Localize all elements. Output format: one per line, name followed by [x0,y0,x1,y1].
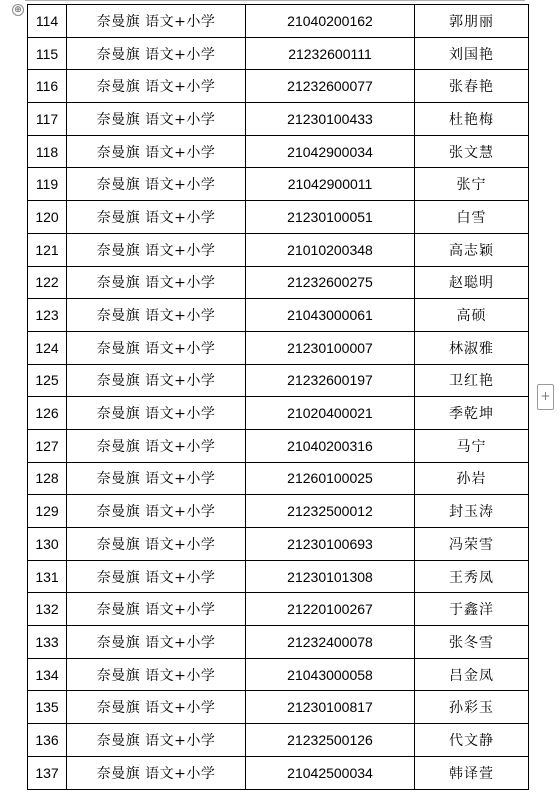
table-row [28,560,529,593]
row-number-cell: 121 [28,233,67,266]
table-row [28,724,529,757]
table-row [28,429,529,462]
row-number-cell: 118 [28,135,67,168]
unit-subject-cell: 奈曼旗 语文+小学 [67,528,246,561]
candidate-name-cell: 马宁 [415,429,529,462]
candidate-id-cell: 21232600275 [246,266,415,299]
row-number-cell: 132 [28,593,67,626]
candidate-id-cell: 21232500126 [246,724,415,757]
unit-subject-cell: 奈曼旗 语文+小学 [67,756,246,789]
candidate-name-cell: 季乾坤 [415,397,529,430]
row-number-cell: 116 [28,70,67,103]
candidate-name-cell: 张春艳 [415,70,529,103]
unit-subject-cell: 奈曼旗 语文+小学 [67,299,246,332]
table-row [28,135,529,168]
candidate-name-cell: 赵聪明 [415,266,529,299]
candidate-name-cell: 代文静 [415,724,529,757]
candidate-name-cell: 冯荣雪 [415,528,529,561]
table-row [28,168,529,201]
row-number-cell: 135 [28,691,67,724]
candidate-id-cell: 21020400021 [246,397,415,430]
row-number-cell: 127 [28,429,67,462]
row-number-cell: 119 [28,168,67,201]
roster-table-body [28,5,529,790]
table-row [28,233,529,266]
candidate-name-cell: 韩译萱 [415,756,529,789]
table-row [28,364,529,397]
candidate-name-cell: 孙彩玉 [415,691,529,724]
candidate-id-cell: 21230100433 [246,103,415,136]
unit-subject-cell: 奈曼旗 语文+小学 [67,691,246,724]
unit-subject-cell: 奈曼旗 语文+小学 [67,201,246,234]
plus-icon[interactable]: + [537,384,554,410]
candidate-id-cell: 21230100693 [246,528,415,561]
table-row [28,397,529,430]
candidate-id-cell: 21043000061 [246,299,415,332]
candidate-name-cell: 孙岩 [415,462,529,495]
row-number-cell: 133 [28,626,67,659]
candidate-name-cell: 于鑫洋 [415,593,529,626]
candidate-id-cell: 21232400078 [246,626,415,659]
unit-subject-cell: 奈曼旗 语文+小学 [67,5,246,38]
candidate-id-cell: 21042900034 [246,135,415,168]
unit-subject-cell: 奈曼旗 语文+小学 [67,724,246,757]
candidate-name-cell: 林淑雅 [415,331,529,364]
row-number-cell: 134 [28,658,67,691]
row-number-cell: 117 [28,103,67,136]
unit-subject-cell: 奈曼旗 语文+小学 [67,495,246,528]
row-number-cell: 120 [28,201,67,234]
candidate-name-cell: 高志颖 [415,233,529,266]
row-number-cell: 131 [28,560,67,593]
unit-subject-cell: 奈曼旗 语文+小学 [67,462,246,495]
unit-subject-cell: 奈曼旗 语文+小学 [67,70,246,103]
unit-subject-cell: 奈曼旗 语文+小学 [67,626,246,659]
row-number-cell: 136 [28,724,67,757]
table-row [28,495,529,528]
candidate-id-cell: 21232600077 [246,70,415,103]
table-row [28,299,529,332]
unit-subject-cell: 奈曼旗 语文+小学 [67,266,246,299]
row-number-cell: 122 [28,266,67,299]
candidate-id-cell: 21232600111 [246,37,415,70]
candidate-name-cell: 吕金凤 [415,658,529,691]
table-row [28,528,529,561]
unit-subject-cell: 奈曼旗 语文+小学 [67,331,246,364]
row-number-cell: 115 [28,37,67,70]
candidate-id-cell: 21230100007 [246,331,415,364]
table-row [28,462,529,495]
table-row [28,37,529,70]
row-number-cell: 129 [28,495,67,528]
roster-table [27,4,529,790]
row-number-cell: 130 [28,528,67,561]
row-number-cell: 128 [28,462,67,495]
unit-subject-cell: 奈曼旗 语文+小学 [67,135,246,168]
unit-subject-cell: 奈曼旗 语文+小学 [67,658,246,691]
candidate-name-cell: 张文慧 [415,135,529,168]
candidate-name-cell: 高硕 [415,299,529,332]
unit-subject-cell: 奈曼旗 语文+小学 [67,37,246,70]
candidate-id-cell: 21042900011 [246,168,415,201]
candidate-id-cell: 21230100817 [246,691,415,724]
candidate-id-cell: 21042500034 [246,756,415,789]
candidate-id-cell: 21040200316 [246,429,415,462]
candidate-name-cell: 卫红艳 [415,364,529,397]
row-number-cell: 123 [28,299,67,332]
table-row [28,691,529,724]
candidate-id-cell: 21043000058 [246,658,415,691]
table-row [28,5,529,38]
candidate-id-cell: 21260100025 [246,462,415,495]
row-number-cell: 114 [28,5,67,38]
row-number-cell: 126 [28,397,67,430]
candidate-name-cell: 白雪 [415,201,529,234]
unit-subject-cell: 奈曼旗 语文+小学 [67,560,246,593]
candidate-id-cell: 21220100267 [246,593,415,626]
candidate-id-cell: 21010200348 [246,233,415,266]
candidate-id-cell: 21232600197 [246,364,415,397]
candidate-name-cell: 杜艳梅 [415,103,529,136]
candidate-id-cell: 21230101308 [246,560,415,593]
unit-subject-cell: 奈曼旗 语文+小学 [67,397,246,430]
move-handle-icon[interactable]: ⊕ [12,4,24,16]
table-row [28,201,529,234]
table-row [28,593,529,626]
unit-subject-cell: 奈曼旗 语文+小学 [67,593,246,626]
table-row [28,70,529,103]
table-row [28,331,529,364]
table-row [28,626,529,659]
row-number-cell: 137 [28,756,67,789]
candidate-name-cell: 封玉涛 [415,495,529,528]
candidate-name-cell: 刘国艳 [415,37,529,70]
candidate-id-cell: 21040200162 [246,5,415,38]
candidate-id-cell: 21230100051 [246,201,415,234]
row-number-cell: 125 [28,364,67,397]
candidate-name-cell: 王秀凤 [415,560,529,593]
unit-subject-cell: 奈曼旗 语文+小学 [67,103,246,136]
candidate-id-cell: 21232500012 [246,495,415,528]
top-rule [25,0,525,3]
candidate-name-cell: 张宁 [415,168,529,201]
table-row [28,658,529,691]
unit-subject-cell: 奈曼旗 语文+小学 [67,233,246,266]
candidate-name-cell: 郭朋丽 [415,5,529,38]
table-row [28,266,529,299]
unit-subject-cell: 奈曼旗 语文+小学 [67,168,246,201]
table-row [28,103,529,136]
unit-subject-cell: 奈曼旗 语文+小学 [67,364,246,397]
table-row [28,756,529,789]
unit-subject-cell: 奈曼旗 语文+小学 [67,429,246,462]
candidate-name-cell: 张冬雪 [415,626,529,659]
row-number-cell: 124 [28,331,67,364]
